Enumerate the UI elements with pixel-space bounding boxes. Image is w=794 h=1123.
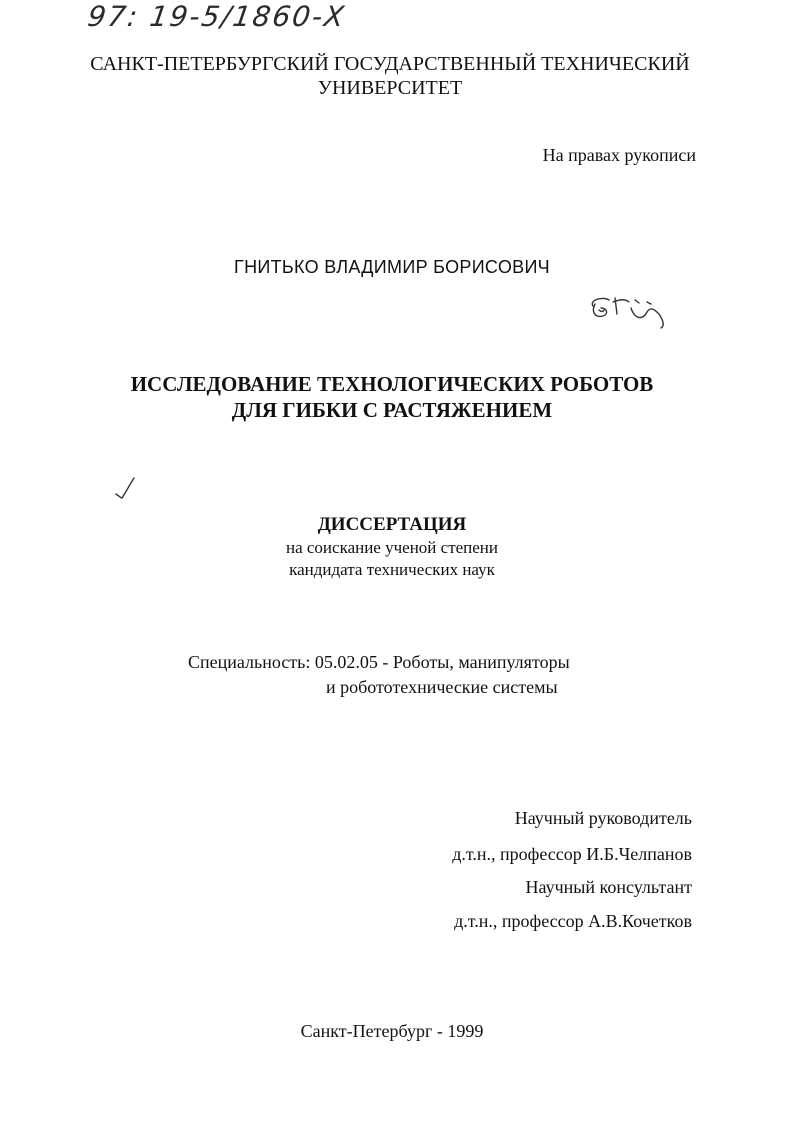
specialty-line-2: и робототехнические системы xyxy=(326,677,558,697)
consultant-name: д.т.н., профессор А.В.Кочетков xyxy=(454,911,692,931)
archive-stamp: 97: 19-5/1860-Х xyxy=(85,0,348,33)
specialty-line-1: Специальность: 05.02.05 - Роботы, манипуляторы xyxy=(188,652,570,672)
title-line-1: ИССЛЕДОВАНИЕ ТЕХНОЛОГИЧЕСКИХ РОБОТОВ xyxy=(130,372,654,396)
dissertation-title xyxy=(60,371,724,423)
consultant-label: Научный консультант xyxy=(525,877,692,897)
advisor-name: д.т.н., профессор И.Б.Челпанов xyxy=(452,844,692,864)
degree-block xyxy=(0,513,784,581)
city-year: Санкт-Петербург - 1999 xyxy=(300,1021,484,1041)
check-mark-icon xyxy=(114,476,138,507)
author-name: ГНИТЬКО ВЛАДИМИР БОРИСОВИЧ xyxy=(234,257,550,277)
degree-line-2: кандидата технических наук xyxy=(289,560,495,579)
rights-note: На правах рукописи xyxy=(542,145,696,165)
dissertation-heading: ДИССЕРТАЦИЯ xyxy=(317,514,467,535)
degree-line-1: на соискание ученой степени xyxy=(285,538,499,557)
title-line-2: ДЛЯ ГИБКИ С РАСТЯЖЕНИЕМ xyxy=(231,398,553,422)
advisor-label: Научный руководитель xyxy=(514,808,692,828)
signature-icon xyxy=(585,290,675,337)
university-name: САНКТ-ПЕТЕРБУРГСКИЙ ГОСУДАРСТВЕННЫЙ ТЕХНИЧЕСКИЙ УНИВЕРСИТЕТ xyxy=(90,53,690,99)
